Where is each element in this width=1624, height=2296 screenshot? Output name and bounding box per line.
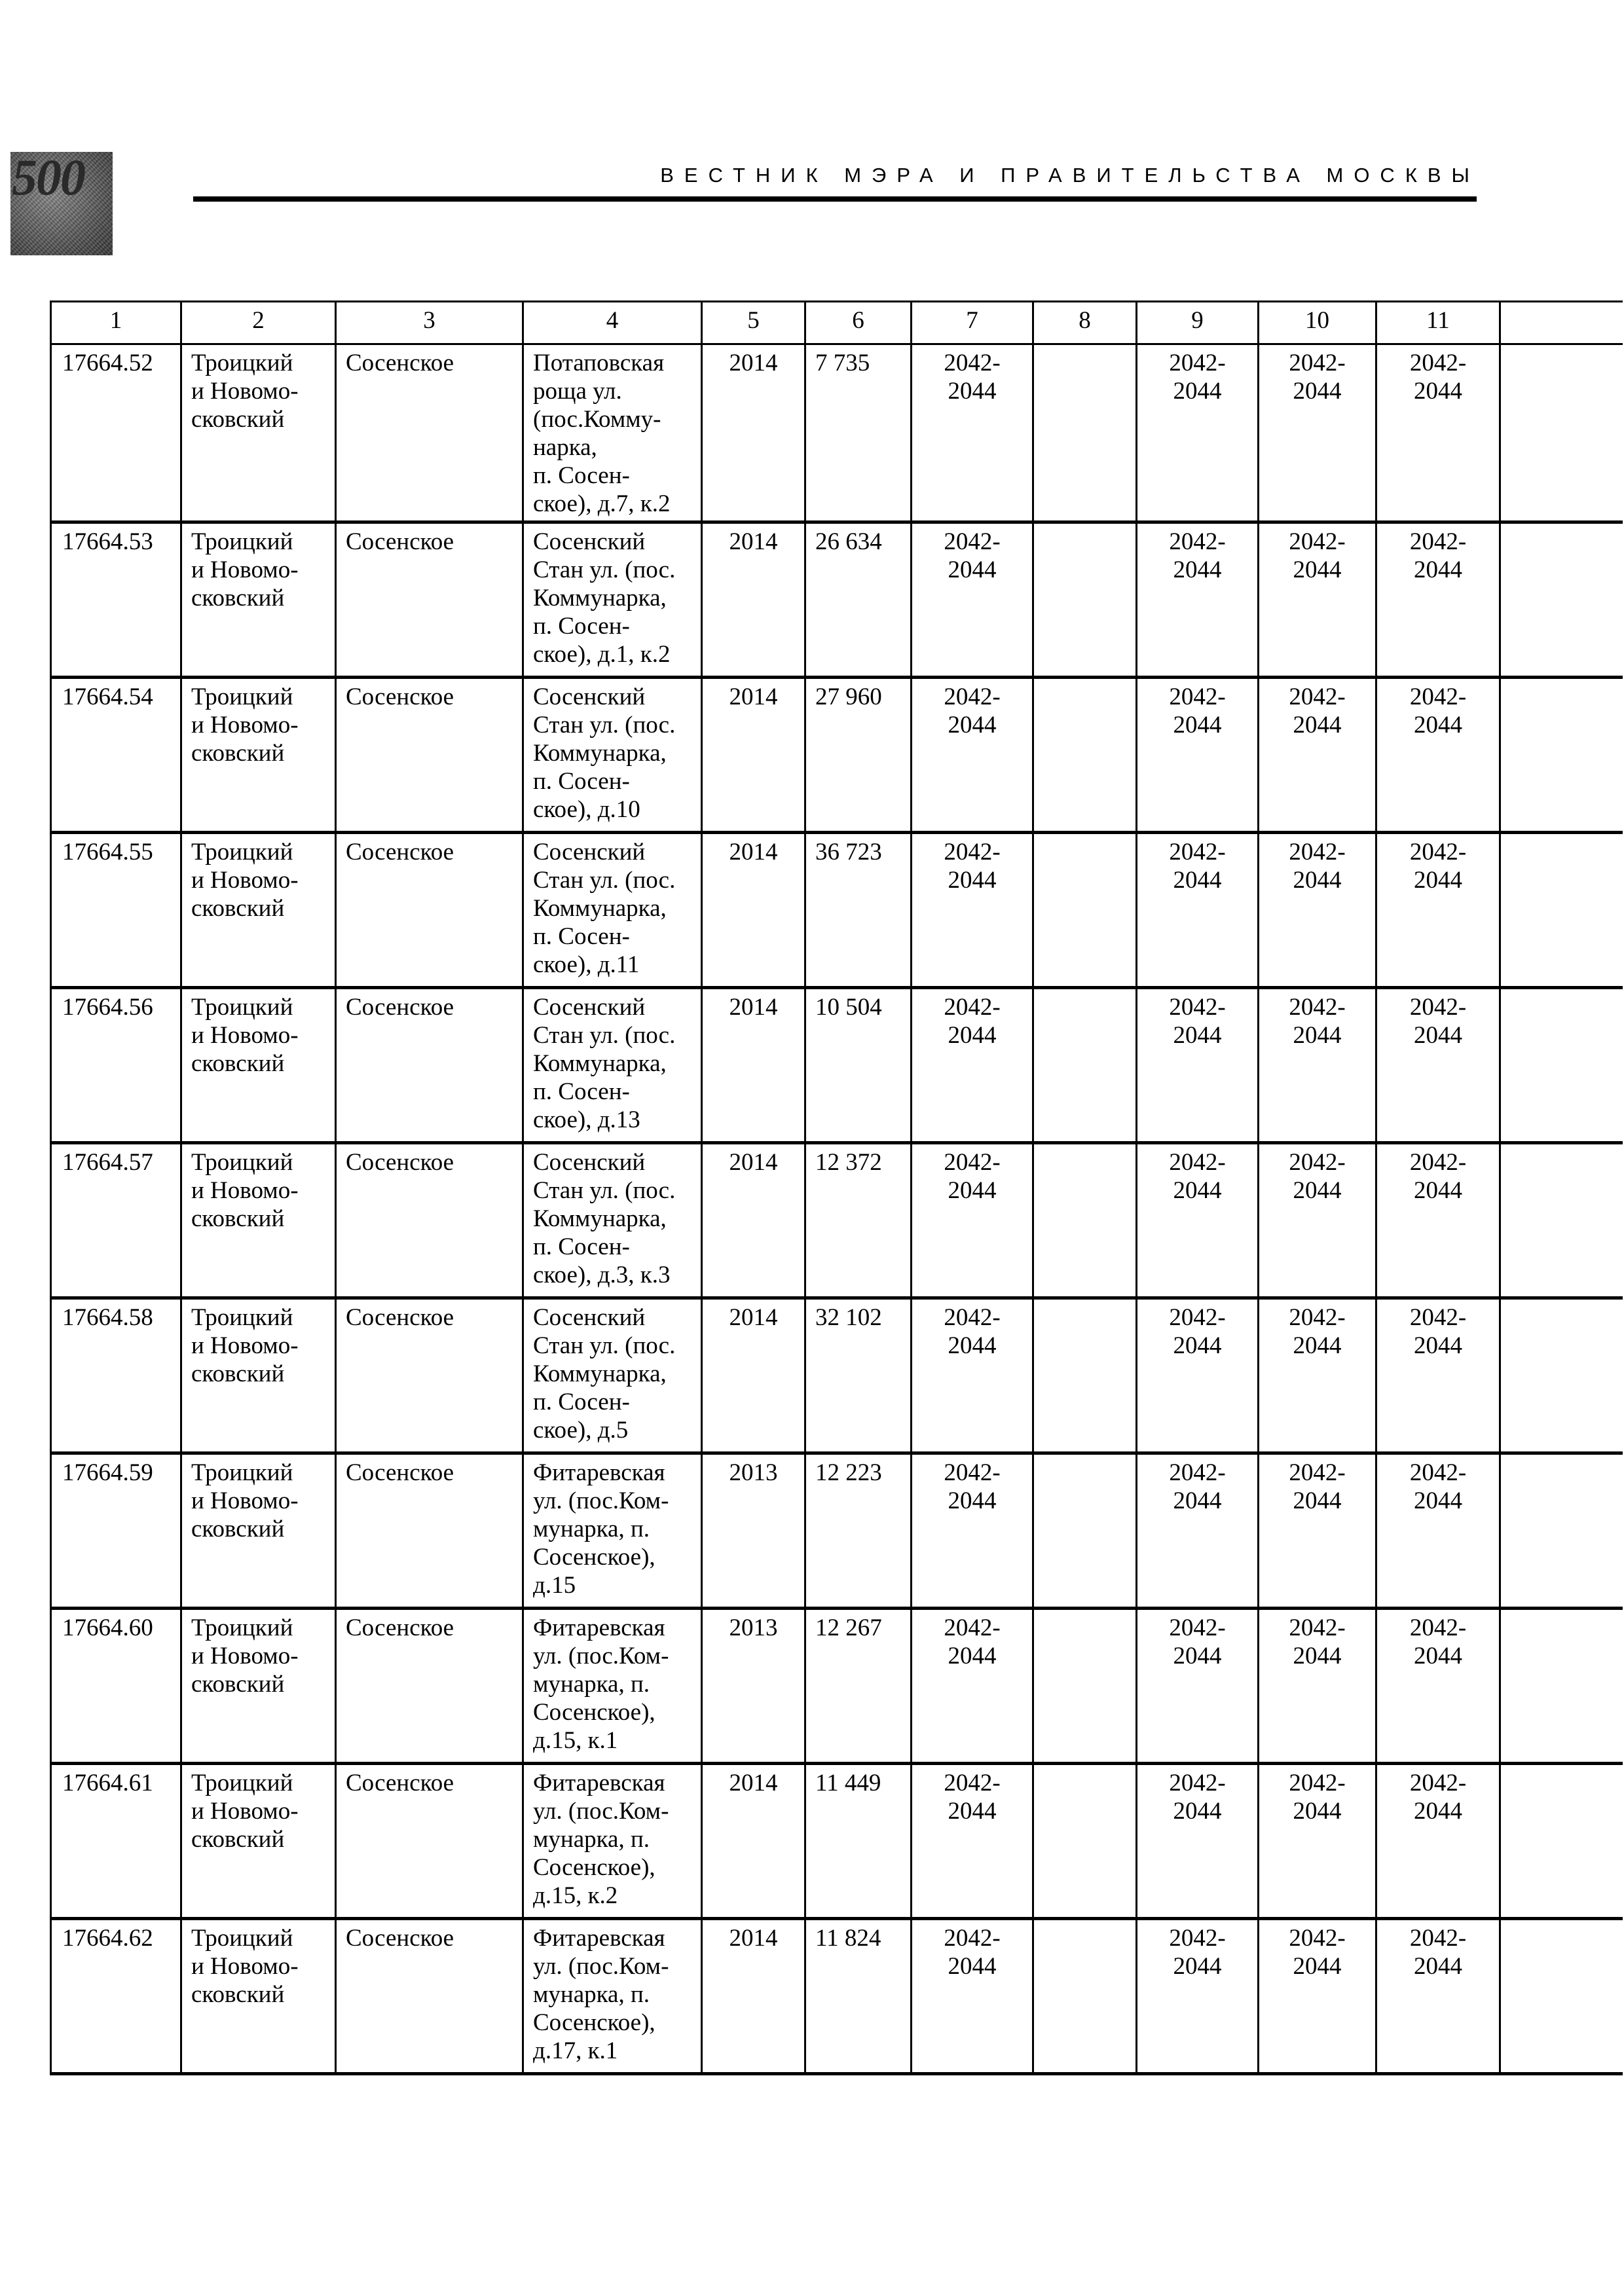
cell-text: 32 102 — [815, 1304, 882, 1331]
cell-text: 2042- 2044 — [944, 1925, 1001, 1980]
table-row — [51, 1143, 1623, 1298]
cell-text: Троицкий и Новомо- сковский — [191, 994, 299, 1077]
cell-text: 2014 — [729, 1149, 778, 1176]
table-row — [51, 344, 1623, 522]
cell-text: 2042- 2044 — [1409, 1459, 1467, 1514]
table-cell-col-8 — [1033, 988, 1137, 1143]
cell-text: 2014 — [729, 350, 778, 376]
cell-text: 2042- 2044 — [944, 1770, 1001, 1825]
column-header: 10 — [1259, 302, 1376, 344]
table-cell-col-6 — [805, 678, 912, 833]
cell-text: Фитаревская ул. (пос.Ком- мунарка, п. Сосенское), д.17, к.1 — [533, 1925, 669, 2064]
table-cell-col-12 — [1500, 1919, 1623, 2074]
table-cell-col-3 — [336, 1298, 523, 1453]
table-cell-col-9 — [1137, 1764, 1259, 1919]
cell-text: Троицкий и Новомо- сковский — [191, 1459, 299, 1542]
table-cell-col-3 — [336, 833, 523, 988]
table-cell-col-6 — [805, 1609, 912, 1764]
cell-text: 2014 — [729, 994, 778, 1021]
cell-text: Троицкий и Новомо- сковский — [191, 683, 299, 767]
table-cell-col-9 — [1137, 833, 1259, 988]
table-row — [51, 833, 1623, 988]
cell-text: Сосенское — [346, 994, 454, 1021]
cell-text: Сосенское — [346, 1770, 454, 1796]
cell-text: 2014 — [729, 1770, 778, 1796]
table-cell-col-12 — [1500, 522, 1623, 678]
column-header — [1500, 302, 1623, 344]
cell-text: Троицкий и Новомо- сковский — [191, 1614, 299, 1698]
cell-text: Троицкий и Новомо- сковский — [191, 528, 299, 611]
cell-text: 2042- 2044 — [1289, 1770, 1346, 1825]
table-cell-col-8 — [1033, 1143, 1137, 1298]
cell-text: 2042- 2044 — [1409, 1770, 1467, 1825]
cell-text: 27 960 — [815, 683, 882, 710]
cell-text: Сосенское — [346, 1459, 454, 1486]
table-cell-col-6 — [805, 1919, 912, 2074]
cell-text: 17664.56 — [62, 994, 153, 1021]
cell-text: Троицкий и Новомо- сковский — [191, 350, 299, 433]
cell-text: 2042- 2044 — [1169, 1770, 1226, 1825]
cell-text: 12 372 — [815, 1149, 882, 1176]
table-cell-col-1 — [51, 1298, 181, 1453]
cell-text: 10 504 — [815, 994, 882, 1021]
cell-text: 17664.60 — [62, 1614, 153, 1641]
table-cell-col-7 — [912, 678, 1033, 833]
table-cell-col-4 — [523, 1143, 702, 1298]
cell-text: 2014 — [729, 528, 778, 555]
cell-text: 2014 — [729, 1925, 778, 1952]
cell-text: Троицкий и Новомо- сковский — [191, 1925, 299, 2008]
table-cell-col-6 — [805, 1764, 912, 1919]
table-cell-col-5 — [702, 1143, 805, 1298]
table-cell-col-5 — [702, 1453, 805, 1609]
cell-text: 2042- 2044 — [1289, 994, 1346, 1049]
cell-text: 2042- 2044 — [1289, 350, 1346, 405]
cell-text: 2042- 2044 — [1169, 1304, 1226, 1359]
table-cell-col-4 — [523, 1609, 702, 1764]
cell-text: Троицкий и Новомо- сковский — [191, 1304, 299, 1387]
table-cell-col-9 — [1137, 988, 1259, 1143]
table-cell-col-12 — [1500, 1764, 1623, 1919]
table-cell-col-3 — [336, 1453, 523, 1609]
cell-text: 2014 — [729, 683, 778, 710]
cell-text: 17664.54 — [62, 683, 153, 710]
cell-text: Троицкий и Новомо- сковский — [191, 839, 299, 922]
cell-text: 7 735 — [815, 350, 870, 376]
cell-text: 17664.52 — [62, 350, 153, 376]
table-cell-col-3 — [336, 678, 523, 833]
column-header: 2 — [181, 302, 336, 344]
table-cell-col-10 — [1259, 1143, 1376, 1298]
cell-text: 2042- 2044 — [1169, 1459, 1226, 1514]
table-cell-col-9 — [1137, 1453, 1259, 1609]
table-cell-col-7 — [912, 1609, 1033, 1764]
cell-text: Троицкий и Новомо- сковский — [191, 1149, 299, 1232]
cell-text: 2042- 2044 — [1169, 683, 1226, 738]
cell-text: Фитаревская ул. (пос.Ком- мунарка, п. Сосенское), д.15, к.1 — [533, 1614, 669, 1754]
cell-text: 2042- 2044 — [1409, 528, 1467, 583]
table-cell-col-7 — [912, 1764, 1033, 1919]
table-cell-col-7 — [912, 1919, 1033, 2074]
table-cell-col-7 — [912, 522, 1033, 678]
cell-text: Сосенское — [346, 1149, 454, 1176]
table-cell-col-2 — [181, 344, 336, 522]
cell-text: 11 449 — [815, 1770, 881, 1796]
cell-text: 2042- 2044 — [1289, 1304, 1346, 1359]
cell-text: 17664.61 — [62, 1770, 153, 1796]
table-cell-col-10 — [1259, 1919, 1376, 2074]
table-cell-col-8 — [1033, 522, 1137, 678]
table-cell-col-6 — [805, 1298, 912, 1453]
table-cell-col-8 — [1033, 1919, 1137, 2074]
table-row — [51, 1609, 1623, 1764]
cell-text: 2042- 2044 — [1289, 839, 1346, 894]
table-cell-col-10 — [1259, 1764, 1376, 1919]
table-cell-col-11 — [1376, 1143, 1500, 1298]
page-number-badge — [10, 152, 113, 255]
cell-text: 2042- 2044 — [944, 1459, 1001, 1514]
table-cell-col-11 — [1376, 1919, 1500, 2074]
table-cell-col-10 — [1259, 1609, 1376, 1764]
table-cell-col-4 — [523, 678, 702, 833]
cell-text: 2042- 2044 — [1169, 528, 1226, 583]
cell-text: 2042- 2044 — [1169, 1925, 1226, 1980]
cell-text: 2042- 2044 — [1289, 1459, 1346, 1514]
table-cell-col-8 — [1033, 1298, 1137, 1453]
cell-text: 2042- 2044 — [944, 994, 1001, 1049]
table-header-row — [51, 302, 1623, 344]
table-cell-col-1 — [51, 678, 181, 833]
column-header: 3 — [336, 302, 523, 344]
cell-text: 2042- 2044 — [1409, 1925, 1467, 1980]
table-cell-col-5 — [702, 344, 805, 522]
table-cell-col-4 — [523, 833, 702, 988]
table-cell-col-9 — [1137, 1298, 1259, 1453]
table-cell-col-12 — [1500, 988, 1623, 1143]
table-cell-col-11 — [1376, 988, 1500, 1143]
header-rule — [193, 196, 1477, 202]
cell-text: 17664.59 — [62, 1459, 153, 1486]
table-cell-col-2 — [181, 1298, 336, 1453]
cell-text: 36 723 — [815, 839, 882, 866]
table-cell-col-1 — [51, 1609, 181, 1764]
table-cell-col-2 — [181, 1609, 336, 1764]
cell-text: 17664.55 — [62, 839, 153, 866]
table-cell-col-1 — [51, 1143, 181, 1298]
table-cell-col-11 — [1376, 833, 1500, 988]
table-cell-col-7 — [912, 833, 1033, 988]
table-cell-col-10 — [1259, 1298, 1376, 1453]
cell-text: Фитаревская ул. (пос.Ком- мунарка, п. Сосенское), д.15 — [533, 1459, 669, 1599]
table-cell-col-2 — [181, 1919, 336, 2074]
cell-text: Фитаревская ул. (пос.Ком- мунарка, п. Сосенское), д.15, к.2 — [533, 1770, 669, 1909]
cell-text: Троицкий и Новомо- сковский — [191, 1770, 299, 1853]
cell-text: 2042- 2044 — [1409, 683, 1467, 738]
table-row — [51, 678, 1623, 833]
table-cell-col-1 — [51, 833, 181, 988]
table-cell-col-1 — [51, 1919, 181, 2074]
table-cell-col-5 — [702, 1298, 805, 1453]
table-cell-col-2 — [181, 1453, 336, 1609]
cell-text: 2042- 2044 — [1409, 1614, 1467, 1669]
table-cell-col-5 — [702, 988, 805, 1143]
cell-text: Сосенский Стан ул. (пос. Коммунарка, п. Сосен- ское), д.10 — [533, 683, 676, 823]
table-cell-col-6 — [805, 833, 912, 988]
cell-text: 17664.62 — [62, 1925, 153, 1952]
cell-text: Сосенский Стан ул. (пос. Коммунарка, п. Сосен- ское), д.11 — [533, 839, 676, 978]
table-cell-col-10 — [1259, 1453, 1376, 1609]
cell-text: 2042- 2044 — [1289, 683, 1346, 738]
table-cell-col-4 — [523, 1298, 702, 1453]
cell-text: 2042- 2044 — [1289, 528, 1346, 583]
table-cell-col-7 — [912, 1453, 1033, 1609]
table-cell-col-1 — [51, 1453, 181, 1609]
table-cell-col-12 — [1500, 678, 1623, 833]
table-cell-col-6 — [805, 1453, 912, 1609]
table-cell-col-1 — [51, 1764, 181, 1919]
table-cell-col-8 — [1033, 833, 1137, 988]
table-cell-col-7 — [912, 1298, 1033, 1453]
cell-text: 2042- 2044 — [1169, 994, 1226, 1049]
table-row — [51, 988, 1623, 1143]
table-row — [51, 1764, 1623, 1919]
cell-text: 2042- 2044 — [944, 1149, 1001, 1204]
table-cell-col-8 — [1033, 1609, 1137, 1764]
table-row — [51, 1919, 1623, 2074]
table-cell-col-7 — [912, 988, 1033, 1143]
cell-text: Сосенское — [346, 1614, 454, 1641]
table-cell-col-4 — [523, 1764, 702, 1919]
cell-text: 2042- 2044 — [1289, 1149, 1346, 1204]
table-cell-col-1 — [51, 522, 181, 678]
cell-text: Сосенский Стан ул. (пос. Коммунарка, п. Сосен- ское), д.3, к.3 — [533, 1149, 676, 1288]
table-cell-col-4 — [523, 522, 702, 678]
table-cell-col-1 — [51, 988, 181, 1143]
cell-text: 2042- 2044 — [944, 528, 1001, 583]
table-cell-col-12 — [1500, 1143, 1623, 1298]
cell-text: Сосенский Стан ул. (пос. Коммунарка, п. Сосен- ское), д.1, к.2 — [533, 528, 676, 668]
table-cell-col-11 — [1376, 1764, 1500, 1919]
table-cell-col-12 — [1500, 1609, 1623, 1764]
cell-text: 2042- 2044 — [1409, 994, 1467, 1049]
cell-text: 2042- 2044 — [1169, 1149, 1226, 1204]
cell-text: 26 634 — [815, 528, 882, 555]
table-cell-col-8 — [1033, 344, 1137, 522]
cell-text: 2014 — [729, 1304, 778, 1331]
page-number: 500 — [12, 152, 84, 206]
cell-text: 17664.53 — [62, 528, 153, 555]
table-cell-col-5 — [702, 1919, 805, 2074]
table-cell-col-10 — [1259, 678, 1376, 833]
table-cell-col-1 — [51, 344, 181, 522]
table-cell-col-10 — [1259, 344, 1376, 522]
table-cell-col-4 — [523, 1453, 702, 1609]
cell-text: 2042- 2044 — [1169, 350, 1226, 405]
table-row — [51, 1453, 1623, 1609]
table-cell-col-8 — [1033, 1453, 1137, 1609]
table-cell-col-3 — [336, 344, 523, 522]
table-cell-col-5 — [702, 1609, 805, 1764]
journal-title: ВЕСТНИК МЭРА И ПРАВИТЕЛЬСТВА МОСКВЫ — [660, 164, 1480, 187]
table-cell-col-2 — [181, 678, 336, 833]
table-cell-col-4 — [523, 988, 702, 1143]
table-cell-col-3 — [336, 522, 523, 678]
table-cell-col-10 — [1259, 988, 1376, 1143]
table-cell-col-5 — [702, 522, 805, 678]
cell-text: 2042- 2044 — [944, 1304, 1001, 1359]
table-cell-col-8 — [1033, 1764, 1137, 1919]
cell-text: 2042- 2044 — [1409, 350, 1467, 405]
cell-text: Сосенский Стан ул. (пос. Коммунарка, п. Сосен- ское), д.5 — [533, 1304, 676, 1444]
cell-text: 2042- 2044 — [1169, 1614, 1226, 1669]
table-cell-col-4 — [523, 344, 702, 522]
table-cell-col-12 — [1500, 1453, 1623, 1609]
table-cell-col-2 — [181, 522, 336, 678]
cell-text: 17664.57 — [62, 1149, 153, 1176]
column-header: 8 — [1033, 302, 1137, 344]
cell-text: 2042- 2044 — [1409, 839, 1467, 894]
table-cell-col-12 — [1500, 833, 1623, 988]
column-header: 4 — [523, 302, 702, 344]
table-cell-col-5 — [702, 1764, 805, 1919]
table-cell-col-11 — [1376, 678, 1500, 833]
column-header: 9 — [1137, 302, 1259, 344]
table-cell-col-6 — [805, 344, 912, 522]
column-header: 6 — [805, 302, 912, 344]
table-cell-col-9 — [1137, 522, 1259, 678]
table-cell-col-2 — [181, 988, 336, 1143]
table-cell-col-11 — [1376, 1609, 1500, 1764]
cell-text: 2042- 2044 — [1409, 1149, 1467, 1204]
table-row — [51, 522, 1623, 678]
table-cell-col-12 — [1500, 1298, 1623, 1453]
table-cell-col-3 — [336, 1764, 523, 1919]
table-cell-col-6 — [805, 1143, 912, 1298]
column-header: 11 — [1376, 302, 1500, 344]
table-cell-col-3 — [336, 1919, 523, 2074]
table-cell-col-2 — [181, 1143, 336, 1298]
table-cell-col-5 — [702, 833, 805, 988]
cell-text: Сосенский Стан ул. (пос. Коммунарка, п. Сосен- ское), д.13 — [533, 994, 676, 1133]
table-cell-col-6 — [805, 988, 912, 1143]
cell-text: 2042- 2044 — [944, 1614, 1001, 1669]
table-cell-col-8 — [1033, 678, 1137, 833]
column-header: 7 — [912, 302, 1033, 344]
cell-text: Потаповская роща ул. (пос.Комму- нарка, п. Сосен- ское), д.7, к.2 — [533, 350, 671, 517]
table-cell-col-11 — [1376, 1298, 1500, 1453]
cell-text: 12 267 — [815, 1614, 882, 1641]
cell-text: 17664.58 — [62, 1304, 153, 1331]
cell-text: 2042- 2044 — [1289, 1925, 1346, 1980]
table-cell-col-11 — [1376, 522, 1500, 678]
cell-text: 12 223 — [815, 1459, 882, 1486]
cell-text: 2013 — [729, 1614, 778, 1641]
column-header: 1 — [51, 302, 181, 344]
cell-text: 2014 — [729, 839, 778, 866]
cell-text: 2042- 2044 — [1169, 839, 1226, 894]
table-cell-col-11 — [1376, 344, 1500, 522]
cell-text: Сосенское — [346, 683, 454, 710]
table-cell-col-10 — [1259, 833, 1376, 988]
cell-text: 2042- 2044 — [944, 839, 1001, 894]
table-cell-col-9 — [1137, 344, 1259, 522]
table-row — [51, 1298, 1623, 1453]
table-cell-col-2 — [181, 833, 336, 988]
table-cell-col-11 — [1376, 1453, 1500, 1609]
data-table — [50, 301, 1623, 2075]
table-cell-col-9 — [1137, 1143, 1259, 1298]
table-cell-col-7 — [912, 344, 1033, 522]
table-cell-col-2 — [181, 1764, 336, 1919]
cell-text: Сосенское — [346, 528, 454, 555]
cell-text: 2042- 2044 — [1409, 1304, 1467, 1359]
table-cell-col-3 — [336, 1143, 523, 1298]
table-cell-col-3 — [336, 1609, 523, 1764]
cell-text: 2042- 2044 — [944, 683, 1001, 738]
cell-text: Сосенское — [346, 350, 454, 376]
table-cell-col-5 — [702, 678, 805, 833]
cell-text: 2013 — [729, 1459, 778, 1486]
table-cell-col-9 — [1137, 678, 1259, 833]
cell-text: Сосенское — [346, 839, 454, 866]
table-cell-col-12 — [1500, 344, 1623, 522]
table-cell-col-3 — [336, 988, 523, 1143]
cell-text: Сосенское — [346, 1925, 454, 1952]
cell-text: 2042- 2044 — [1289, 1614, 1346, 1669]
cell-text: Сосенское — [346, 1304, 454, 1331]
table-cell-col-4 — [523, 1919, 702, 2074]
table-cell-col-7 — [912, 1143, 1033, 1298]
cell-text: 2042- 2044 — [944, 350, 1001, 405]
cell-text: 11 824 — [815, 1925, 881, 1952]
table-cell-col-9 — [1137, 1609, 1259, 1764]
table-cell-col-9 — [1137, 1919, 1259, 2074]
table-cell-col-6 — [805, 522, 912, 678]
column-header: 5 — [702, 302, 805, 344]
table-cell-col-10 — [1259, 522, 1376, 678]
